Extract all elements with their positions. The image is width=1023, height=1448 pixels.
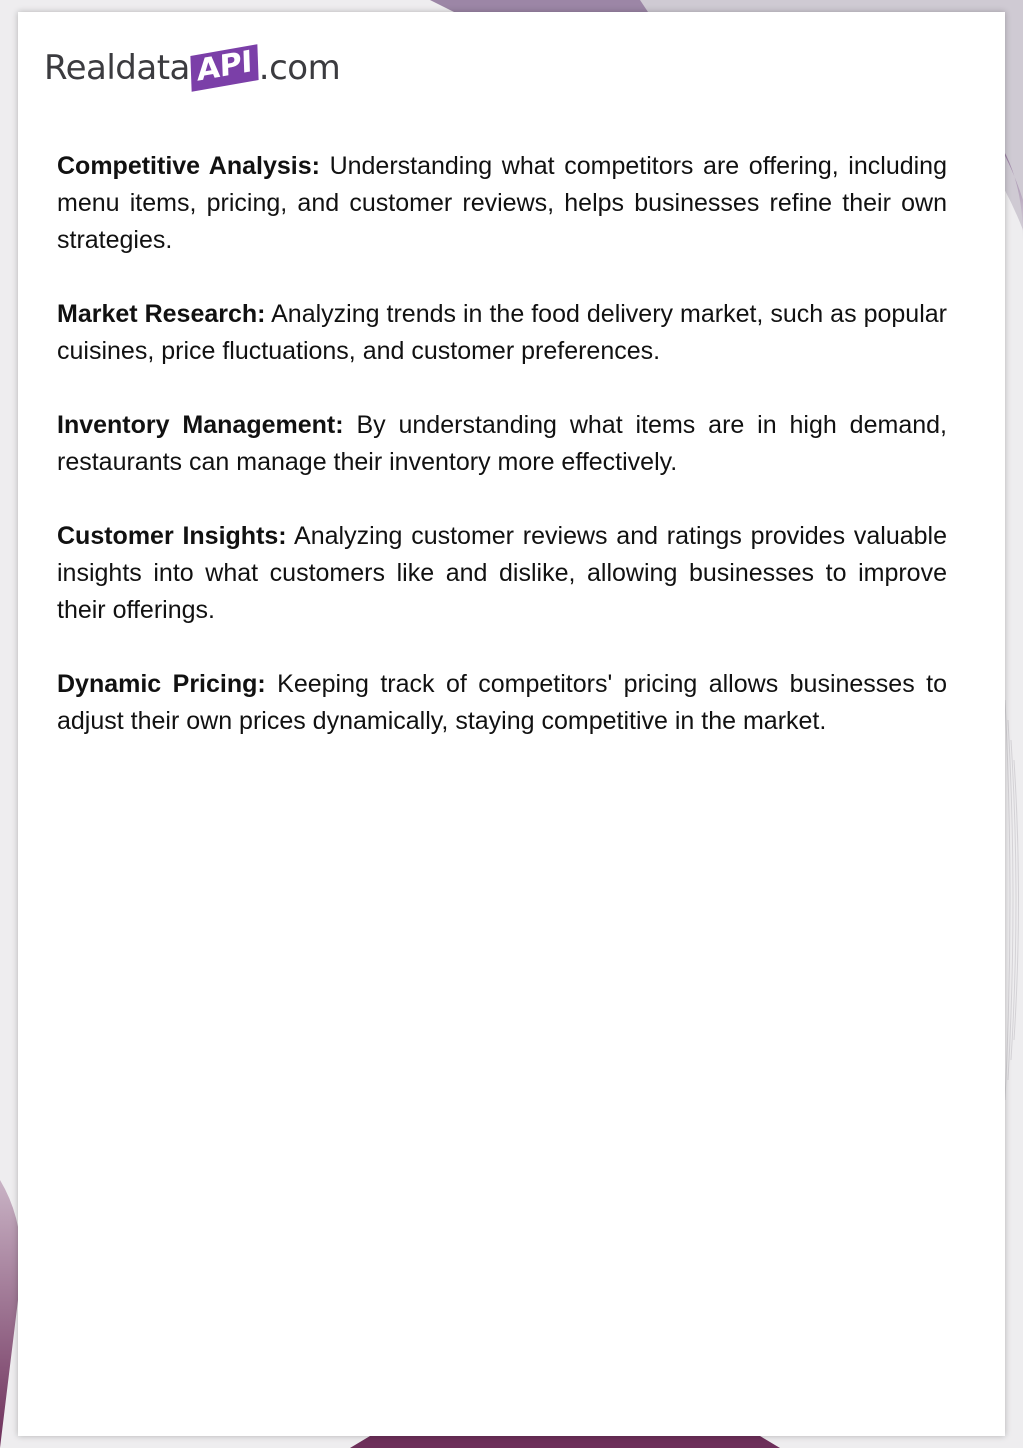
realdataapi-logo: [44, 40, 340, 96]
section-text: By understanding what items are in high demand, restaurants can manage their inventory more effectively.: [57, 411, 947, 476]
section-customer-insights: [57, 518, 947, 629]
section-term: Inventory Management:: [57, 411, 344, 439]
section-text: Understanding what competitors are offering, including menu items, pricing, and customer reviews, helps businesses refine their own strategies.: [57, 152, 947, 254]
section-term: Dynamic Pricing:: [57, 670, 266, 698]
document-body: [57, 148, 947, 777]
section-market-research: [57, 296, 947, 370]
section-term: Competitive Analysis:: [57, 152, 320, 180]
section-term: Market Research:: [57, 300, 266, 328]
document-page: [18, 12, 1005, 1436]
logo-text-suffix: .com: [258, 48, 341, 88]
section-term: Customer Insights:: [57, 522, 287, 550]
section-competitive-analysis: [57, 148, 947, 259]
section-dynamic-pricing: [57, 666, 947, 740]
section-text: Keeping track of competitors' pricing allows businesses to adjust their own prices dynamically, staying competitive in the market.: [57, 670, 947, 735]
section-text: Analyzing trends in the food delivery market, such as popular cuisines, price fluctuations, and customer preferences.: [57, 300, 947, 365]
section-inventory-management: [57, 407, 947, 481]
section-text: Analyzing customer reviews and ratings provides valuable insights into what customers like and dislike, allowing businesses to improve their offerings.: [57, 522, 947, 624]
logo-api-badge: API: [190, 44, 258, 92]
logo-text-main: Realdata: [44, 48, 190, 88]
